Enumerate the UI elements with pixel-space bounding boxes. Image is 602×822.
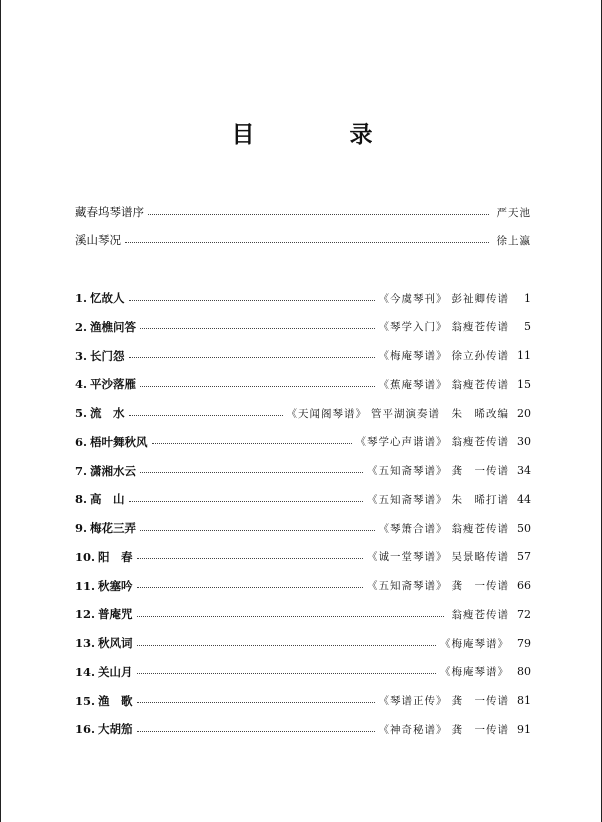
entry-title: 梧叶舞秋风	[90, 434, 148, 449]
entry-number: 2.	[75, 319, 88, 334]
entry-page-number: 91	[517, 722, 531, 736]
entry-source: 《五知斋琴谱》	[367, 493, 448, 506]
entry-credit: 徐立孙传谱	[451, 350, 509, 362]
entry-page-number: 81	[517, 694, 531, 707]
entry-credit: 翁瘦苍传谱	[451, 436, 509, 449]
entry-page-number: 66	[517, 579, 531, 592]
leader-dots	[137, 731, 375, 732]
entry-page-number: 50	[517, 521, 531, 535]
entry-source: 《琴学入门》	[378, 321, 448, 334]
entry-page-number: 5	[524, 320, 531, 334]
leader-dots	[148, 214, 489, 215]
entry-number: 14.	[75, 664, 96, 679]
leader-dots	[137, 558, 363, 559]
entry-number: 13.	[75, 636, 96, 650]
entry-title: 大胡笳	[98, 722, 133, 737]
toc-entry[interactable]	[75, 347, 531, 365]
entry-source: 《五知斋琴谱》	[367, 580, 448, 592]
toc-entry[interactable]	[75, 634, 531, 652]
entry-page-number: 34	[517, 464, 531, 477]
entry-source: 《琴学心声谐谱》	[355, 436, 448, 449]
entry-title: 普庵咒	[98, 607, 133, 622]
leader-dots	[140, 472, 363, 473]
entry-number: 5.	[75, 406, 88, 420]
entry-credit: 朱 晞打谱	[451, 493, 509, 506]
entry-number: 9.	[75, 521, 88, 535]
leader-dots	[152, 443, 352, 444]
entry-page-number: 57	[517, 550, 531, 564]
entry-title: 高 山	[90, 492, 125, 507]
entry-page-number: 79	[517, 636, 531, 650]
entry-credit: 翁瘦苍传谱	[451, 378, 509, 391]
leader-dots	[125, 242, 489, 243]
toc-entry[interactable]	[75, 289, 531, 307]
entry-title: 秋风词	[98, 636, 133, 650]
entry-source: 《天闻阁琴谱》	[286, 407, 367, 420]
leader-dots	[140, 530, 374, 531]
toc-entry[interactable]	[75, 490, 531, 508]
entry-page-number: 11	[517, 349, 531, 362]
entry-title: 梅花三弄	[90, 521, 137, 535]
entry-credit: 龚 一传谱	[451, 695, 509, 707]
entry-source: 《五知斋琴谱》	[367, 465, 448, 477]
entry-source: 《琴谱正传》	[378, 695, 448, 707]
entry-source: 《琴箫合谱》	[378, 522, 448, 535]
entry-page-number: 15	[517, 377, 531, 391]
preface-author: 徐上瀛	[496, 234, 531, 247]
entry-credit: 龚 一传谱	[451, 465, 509, 477]
entry-number: 7.	[75, 463, 88, 478]
leader-dots	[129, 501, 363, 502]
toc-entry[interactable]	[75, 318, 531, 336]
page-title: 目 录	[231, 121, 409, 148]
preface-author: 严天池	[496, 206, 531, 219]
entry-page-number: 1	[524, 291, 531, 305]
leader-dots	[137, 616, 444, 617]
entry-page-number: 80	[517, 665, 531, 679]
leader-dots	[137, 702, 375, 703]
entry-source: 《蕉庵琴谱》	[378, 378, 448, 391]
preface-name: 藏春坞琴谱序	[75, 205, 144, 219]
leader-dots	[137, 587, 363, 588]
leader-dots	[129, 300, 375, 301]
preface-item	[75, 231, 531, 249]
entry-page-number: 20	[517, 406, 531, 420]
entry-source: 《梅庵琴谱》	[440, 637, 509, 650]
toc-entry[interactable]	[75, 720, 531, 738]
leader-dots	[129, 357, 375, 358]
entry-number: 12.	[75, 607, 96, 622]
toc-entry[interactable]	[75, 375, 531, 393]
entry-title: 流 水	[90, 406, 125, 420]
preface-item	[75, 203, 531, 221]
entry-credit: 吴景略传谱	[451, 551, 509, 564]
entry-credit: 龚 一传谱	[451, 580, 509, 592]
entry-credit: 管平湖演奏谱 朱 晞改编	[371, 407, 509, 420]
entry-number: 16.	[75, 722, 96, 737]
leader-dots	[137, 645, 436, 646]
entry-credit: 翁瘦苍传谱	[451, 608, 509, 621]
entry-title: 平沙落雁	[90, 377, 137, 392]
preface-name: 溪山琴况	[75, 233, 121, 247]
entry-credit: 龚 一传谱	[451, 723, 509, 736]
entry-credit: 彭祉卿传谱	[451, 292, 509, 305]
entry-number: 6.	[75, 434, 88, 449]
entry-title: 忆故人	[90, 291, 125, 305]
entry-number: 4.	[75, 377, 88, 392]
entry-title: 渔樵问答	[90, 319, 137, 334]
entry-title: 潇湘水云	[90, 463, 137, 478]
leader-dots	[129, 415, 283, 416]
toc-entry[interactable]	[75, 663, 531, 681]
toc-entry[interactable]	[75, 462, 531, 480]
entry-number: 1.	[75, 291, 88, 305]
toc-entry[interactable]	[75, 404, 531, 422]
entry-title: 长门怨	[90, 348, 125, 363]
entry-number: 8.	[75, 492, 88, 507]
entry-title: 关山月	[98, 664, 133, 679]
entry-source: 《今虞琴刊》	[378, 292, 448, 305]
entry-number: 3.	[75, 348, 88, 363]
toc-entry[interactable]	[75, 548, 531, 566]
entry-page-number: 44	[517, 492, 531, 506]
entry-number: 11.	[75, 578, 96, 593]
entry-title: 渔 歌	[98, 693, 133, 708]
entry-source: 《梅庵琴谱》	[440, 666, 509, 679]
toc-entry[interactable]	[75, 433, 531, 451]
entry-number: 10.	[75, 549, 96, 564]
entry-source: 《梅庵琴谱》	[378, 350, 448, 362]
entry-source: 《神奇秘谱》	[378, 723, 448, 736]
leader-dots	[137, 673, 436, 674]
entry-title: 秋塞吟	[98, 578, 133, 593]
entry-page-number: 30	[517, 435, 531, 449]
toc-entry[interactable]	[75, 692, 531, 710]
toc-entry[interactable]	[75, 577, 531, 595]
entry-source: 《诚一堂琴谱》	[367, 551, 448, 564]
toc-entry[interactable]	[75, 519, 531, 537]
entry-credit: 翁瘦苍传谱	[451, 321, 509, 334]
leader-dots	[140, 386, 374, 387]
toc-entry[interactable]	[75, 605, 531, 623]
entry-title: 阳 春	[98, 549, 133, 564]
leader-dots	[140, 328, 374, 329]
entry-number: 15.	[75, 693, 96, 708]
entry-credit: 翁瘦苍传谱	[451, 522, 509, 535]
entry-page-number: 72	[517, 607, 531, 621]
